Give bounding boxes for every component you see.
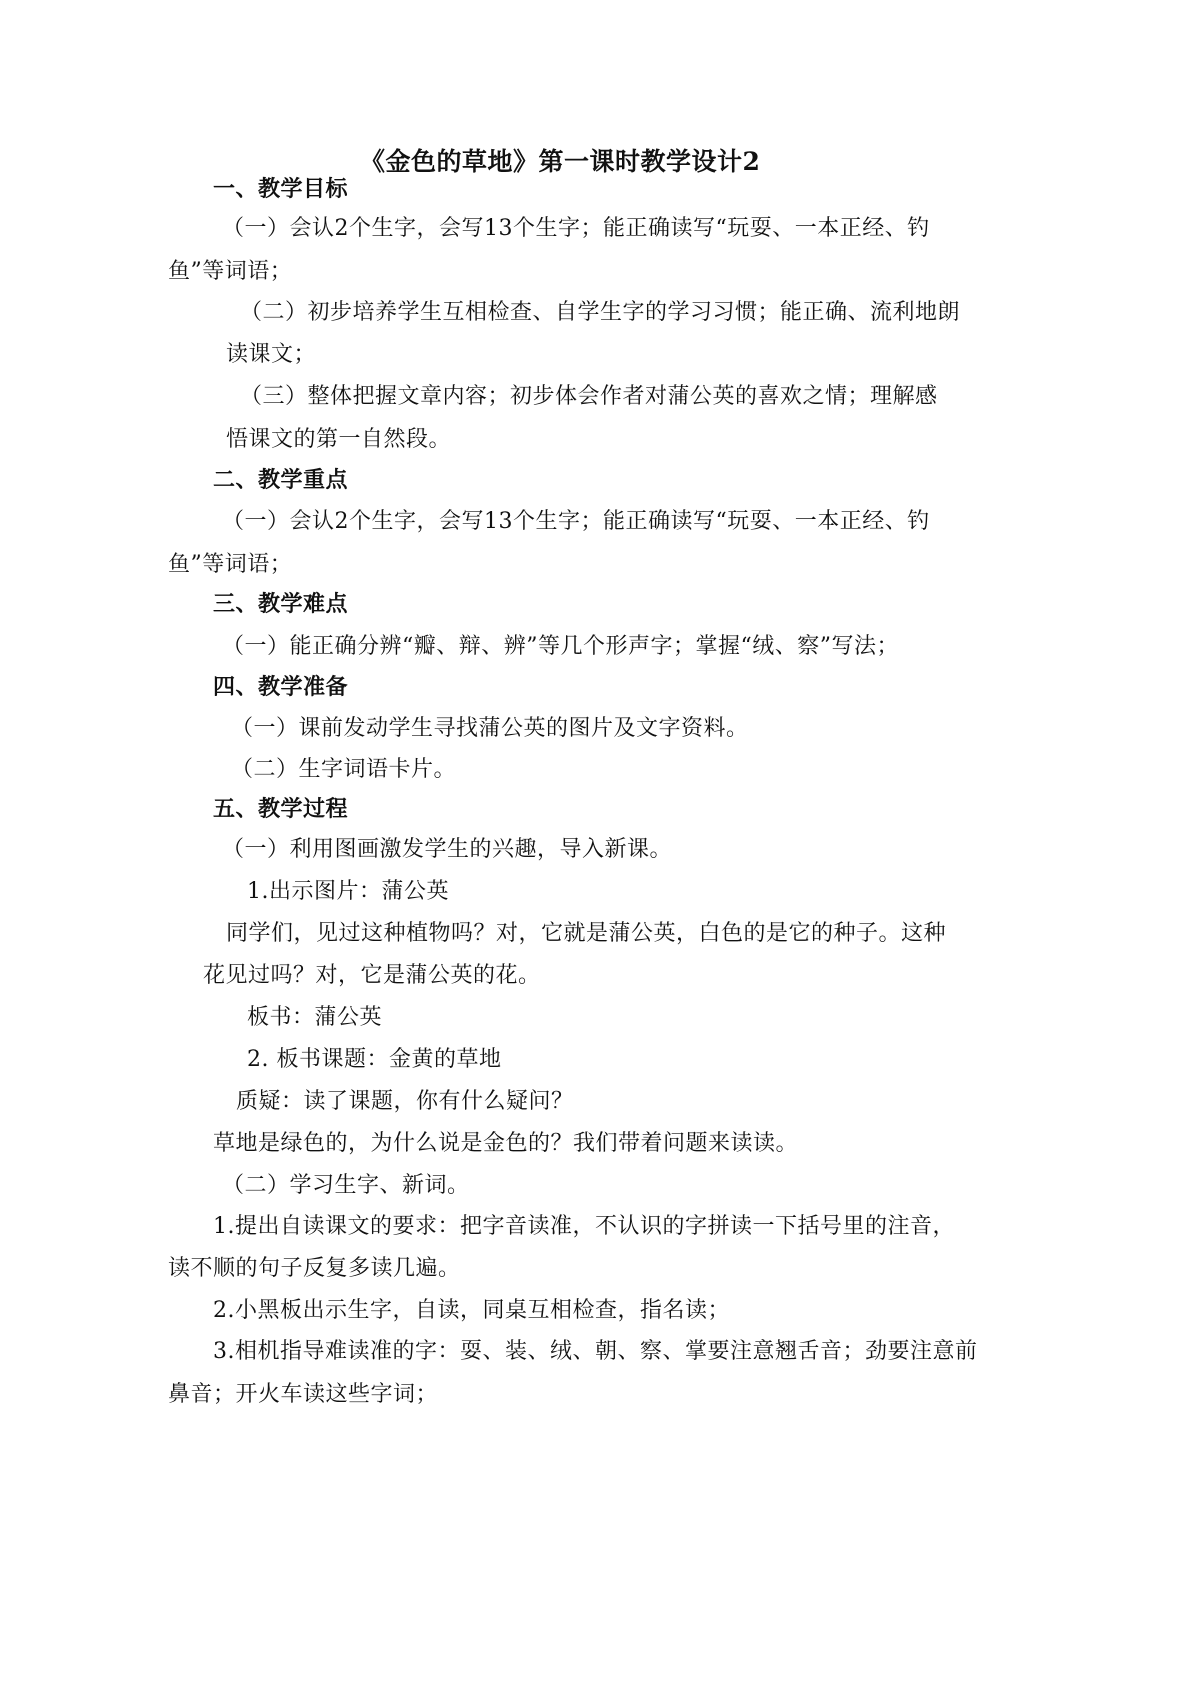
process-step-2-item-1-line-1: 1.提出自读课文的要求：把字音读准，不认识的字拼读一下括号里的注音， <box>213 1214 955 1239</box>
objective-item-1-line-1: （一）会认2个生字，会写13个生字；能正确读写“玩耍、一本正经、钓 <box>222 216 930 241</box>
section-heading-key-points: 二、教学重点 <box>213 468 349 493</box>
preparation-item-2: （二）生字词语卡片。 <box>231 757 457 782</box>
process-step-1-question: 质疑：读了课题，你有什么疑问？ <box>236 1089 574 1114</box>
section-heading-difficulties: 三、教学难点 <box>213 592 349 617</box>
objective-item-3-line-1: （三）整体把握文章内容；初步体会作者对蒲公英的喜欢之情；理解感 <box>240 384 938 409</box>
process-step-2-item-1-line-2: 读不顺的句子反复多读几遍。 <box>168 1256 461 1281</box>
objective-item-2-line-2: 读课文； <box>226 342 317 367</box>
process-step-1-text-line-1: 同学们，见过这种植物吗？对，它就是蒲公英，白色的是它的种子。这种 <box>226 921 947 946</box>
process-step-2: （二）学习生字、新词。 <box>222 1173 470 1198</box>
difficulty-item-1: （一）能正确分辨“瓣、辩、辨”等几个形声字；掌握“绒、察”写法； <box>222 634 899 659</box>
process-step-1-answer: 草地是绿色的，为什么说是金色的？我们带着问题来读读。 <box>213 1131 799 1156</box>
section-heading-process: 五、教学过程 <box>213 797 349 822</box>
process-step-1-sub-2: 2. 板书课题：金黄的草地 <box>247 1047 502 1072</box>
process-step-2-item-3-line-1: 3.相机指导难读准的字：耍、装、绒、朝、察、掌要注意翘舌音；劲要注意前 <box>213 1339 978 1364</box>
preparation-item-1: （一）课前发动学生寻找蒲公英的图片及文字资料。 <box>231 716 749 741</box>
objective-item-3-line-2: 悟课文的第一自然段。 <box>226 427 452 452</box>
process-step-1-board: 板书：蒲公英 <box>247 1005 383 1030</box>
section-heading-objectives: 一、教学目标 <box>213 177 349 202</box>
objective-item-2-line-1: （二）初步培养学生互相检查、自学生字的学习习惯；能正确、流利地朗 <box>240 300 961 325</box>
document-title: 《金色的草地》第一课时教学设计2 <box>360 147 761 176</box>
key-point-item-1-line-1: （一）会认2个生字，会写13个生字；能正确读写“玩耍、一本正经、钓 <box>222 509 930 534</box>
objective-item-1-line-2: 鱼”等词语； <box>168 259 293 284</box>
key-point-item-1-line-2: 鱼”等词语； <box>168 552 293 577</box>
section-heading-preparation: 四、教学准备 <box>213 675 349 700</box>
process-step-1-sub-1: 1.出示图片：蒲公英 <box>247 879 449 904</box>
process-step-1: （一）利用图画激发学生的兴趣，导入新课。 <box>222 837 673 862</box>
process-step-2-item-2: 2.小黑板出示生字，自读，同桌互相检查，指名读； <box>213 1298 730 1323</box>
process-step-1-text-line-2: 花见过吗？对，它是蒲公英的花。 <box>203 963 541 988</box>
process-step-2-item-3-line-2: 鼻音；开火车读这些字词； <box>168 1382 439 1407</box>
